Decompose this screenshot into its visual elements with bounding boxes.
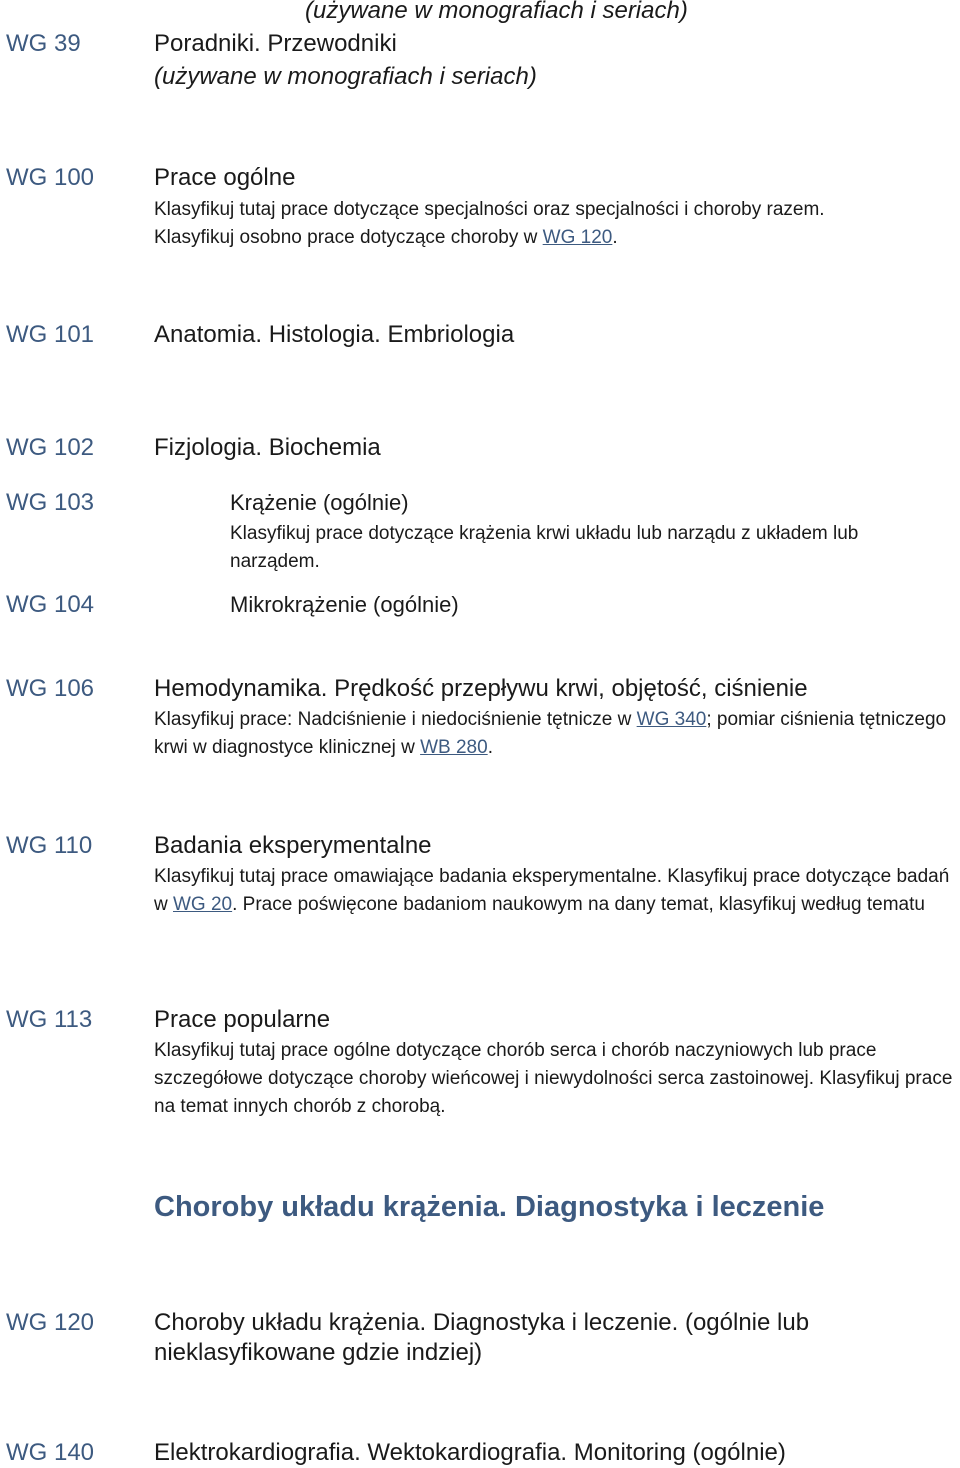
entry-title: Mikrokrążenie (ogólnie): [230, 592, 459, 617]
class-code: WG 113: [6, 1006, 93, 1033]
section-heading: Choroby układu krążenia. Diagnostyka i leczenie: [154, 1191, 825, 1223]
note-line: Klasyfikuj tutaj prace dotyczące specjalności oraz specjalności i choroby razem.: [154, 199, 825, 220]
note-line: [154, 224, 954, 252]
note-text: ; pomiar ciśnienia tętniczego krwi w diagnostyce klinicznej w: [154, 709, 947, 758]
entry-title: Hemodynamika. Prędkość przepływu krwi, objętość, ciśnienie: [154, 675, 808, 702]
entry-title: Prace popularne: [154, 1006, 331, 1033]
entry-note: [154, 706, 954, 762]
entry-note: Klasyfikuj tutaj prace ogólne dotyczące chorób serca i chorób naczyniowych lub prace szczegółowe dotyczące choroby wieńcowej i niewydolności serca zastoinowej. Klasyfikuj prace na temat innych chorób z chorobą.: [154, 1040, 953, 1117]
class-code: WG 103: [6, 489, 95, 516]
class-code: WG 106: [6, 675, 95, 702]
class-code: WG 110: [6, 832, 93, 859]
entry-title: Poradniki. Przewodniki: [154, 30, 397, 57]
entry-note: Klasyfikuj prace dotyczące krążenia krwi układu lub narządu z układem lub narządem.: [230, 523, 859, 572]
link-wb280[interactable]: WB 280: [420, 737, 488, 758]
class-code: WG 104: [6, 591, 95, 618]
entry-title: Badania eksperymentalne: [154, 832, 432, 859]
entry-title: Anatomia. Histologia. Embriologia: [154, 321, 515, 348]
entry-note: [154, 863, 954, 919]
note-text: . Prace poświęcone badaniom naukowym na dany temat, klasyfikuj według tematu: [232, 894, 925, 915]
entry-title: Fizjologia. Biochemia: [154, 434, 381, 461]
entry-title: Choroby układu krążenia. Diagnostyka i leczenie. (ogólnie lub nieklasyfikowane gdzie indziej): [154, 1309, 810, 1366]
link-wg120[interactable]: WG 120: [542, 227, 613, 248]
note-text: Klasyfikuj osobno prace dotyczące choroby w: [154, 227, 543, 248]
entry-title: Krążenie (ogólnie): [230, 490, 409, 515]
class-code: WG 140: [6, 1439, 95, 1466]
note-text: Klasyfikuj tutaj prace omawiające badania eksperymentalne. Klasyfikuj prace dotyczące badań w: [154, 866, 950, 915]
top-subtitle: (używane w monografiach i seriach): [305, 0, 688, 24]
class-code: WG 39: [6, 30, 81, 57]
class-code: WG 120: [6, 1309, 95, 1336]
entry-title: Prace ogólne: [154, 164, 296, 191]
class-code: WG 102: [6, 434, 95, 461]
entry-title: Elektrokardiografia. Wektokardiografia. Monitoring (ogólnie): [154, 1439, 786, 1466]
entry-note: [154, 196, 954, 252]
link-wg20[interactable]: WG 20: [173, 894, 233, 915]
entry-subtitle: (używane w monografiach i seriach): [154, 63, 537, 90]
note-text: .: [487, 737, 493, 758]
note-text: .: [612, 227, 618, 248]
class-code: WG 100: [6, 164, 95, 191]
class-code: WG 101: [6, 321, 95, 348]
link-wg340[interactable]: WG 340: [636, 709, 707, 730]
note-text: Klasyfikuj prace: Nadciśnienie i niedociśnienie tętnicze w: [154, 709, 637, 730]
